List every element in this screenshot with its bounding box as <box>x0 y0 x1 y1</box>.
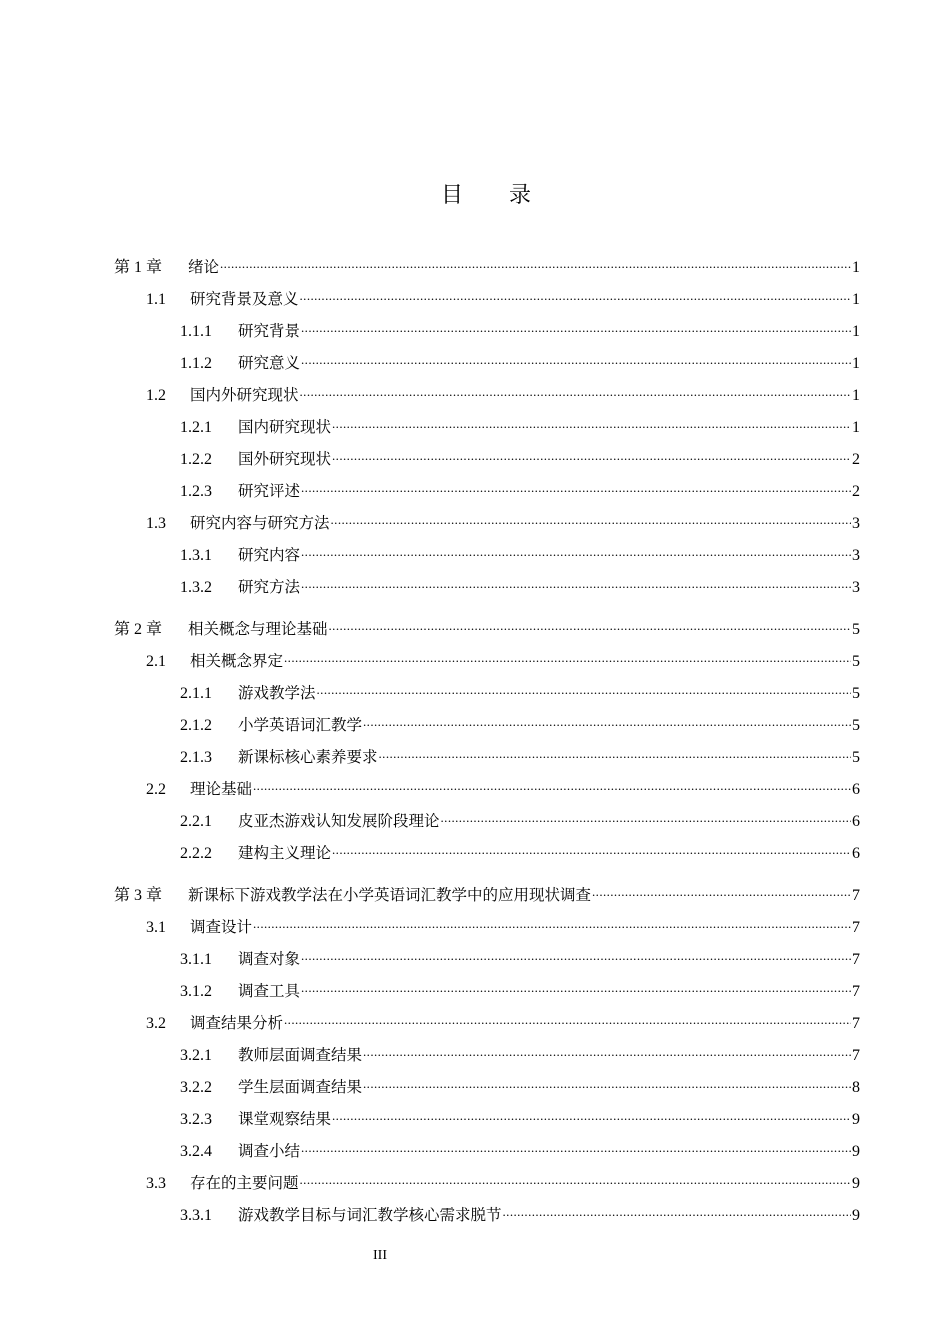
toc-entry-number: 1.1.2 <box>180 355 212 372</box>
toc-dot-leader <box>441 802 851 826</box>
toc-entry-number: 2.1.2 <box>180 717 212 734</box>
toc-title <box>0 178 950 209</box>
toc-entry[interactable] <box>146 376 860 404</box>
toc-entry-title: 建构主义理论 <box>238 844 332 862</box>
toc-entry-page: 8 <box>852 1079 860 1096</box>
toc-entry-number: 3.1 <box>146 919 166 936</box>
toc-entry-title: 课堂观察结果 <box>238 1110 332 1128</box>
toc-entry[interactable] <box>146 1004 860 1032</box>
toc-dot-leader <box>363 706 851 730</box>
toc-entry-title: 研究方法 <box>238 578 301 596</box>
toc-dot-leader <box>331 504 851 528</box>
toc-dot-leader <box>301 536 851 560</box>
toc-entry-page: 2 <box>852 483 860 500</box>
toc-entry-number: 2.2.1 <box>180 813 212 830</box>
toc-entry-title: 小学英语词汇教学 <box>238 716 363 734</box>
toc-title-right: 录 <box>509 183 534 208</box>
toc-entry[interactable] <box>146 504 860 532</box>
toc-entry-number: 3.2.4 <box>180 1143 212 1160</box>
toc-dot-leader <box>332 1100 851 1124</box>
toc-dot-leader <box>300 1164 851 1188</box>
toc-entry[interactable] <box>180 1196 860 1224</box>
toc-entry-title: 学生层面调查结果 <box>238 1078 363 1096</box>
toc-entry-title: 绪论 <box>188 258 220 276</box>
toc-entry-number: 2.1.3 <box>180 749 212 766</box>
toc-entry[interactable] <box>114 610 860 638</box>
toc-entry-page: 3 <box>852 515 860 532</box>
toc-entry[interactable] <box>180 802 860 830</box>
toc-entry[interactable] <box>146 770 860 798</box>
toc-entry-title: 国外研究现状 <box>238 450 332 468</box>
toc-dot-leader <box>329 610 851 634</box>
toc-entry-page: 7 <box>852 887 860 904</box>
toc-entry[interactable] <box>180 972 860 1000</box>
toc-entry[interactable] <box>114 876 860 904</box>
toc-entry[interactable] <box>180 312 860 340</box>
toc-entry-title: 游戏教学目标与词汇教学核心需求脱节 <box>238 1206 502 1224</box>
toc-dot-leader <box>332 408 851 432</box>
toc-dot-leader <box>300 376 851 400</box>
toc-entry[interactable] <box>180 440 860 468</box>
toc-entry-page: 9 <box>852 1143 860 1160</box>
toc-entry-title: 皮亚杰游戏认知发展阶段理论 <box>238 812 440 830</box>
toc-entry-page: 9 <box>852 1111 860 1128</box>
toc-entry-title: 教师层面调查结果 <box>238 1046 363 1064</box>
toc-dot-leader <box>253 908 851 932</box>
toc-entry-title: 新课标下游戏教学法在小学英语词汇教学中的应用现状调查 <box>188 886 592 904</box>
toc-title-left: 目 <box>440 183 465 208</box>
toc-entry[interactable] <box>114 248 860 276</box>
toc-entry-page: 1 <box>852 291 860 308</box>
toc-entry-page: 3 <box>852 547 860 564</box>
toc-entry-page: 5 <box>852 749 860 766</box>
toc-entry-number: 第 2 章 <box>114 621 163 638</box>
toc-dot-leader <box>363 1068 851 1092</box>
toc-entry-title: 国内外研究现状 <box>190 386 299 404</box>
toc-dot-leader <box>301 568 851 592</box>
toc-entry-number: 第 3 章 <box>114 887 163 904</box>
toc-entry-page: 5 <box>852 685 860 702</box>
toc-dot-leader <box>253 770 851 794</box>
toc-entry-page: 1 <box>852 259 860 276</box>
toc-entry-number: 1.2 <box>146 387 166 404</box>
toc-entry[interactable] <box>180 472 860 500</box>
toc-entry-number: 3.2 <box>146 1015 166 1032</box>
toc-entry-title: 理论基础 <box>190 780 253 798</box>
toc-entry[interactable] <box>180 1100 860 1128</box>
toc-entry-title: 研究背景 <box>238 322 301 340</box>
toc-entry[interactable] <box>180 1068 860 1096</box>
toc-entry[interactable] <box>180 536 860 564</box>
toc-entry-number: 1.2.1 <box>180 419 212 436</box>
toc-entry-number: 3.2.2 <box>180 1079 212 1096</box>
toc-entry-number: 1.1.1 <box>180 323 212 340</box>
toc-entry-title: 调查工具 <box>238 982 301 1000</box>
toc-entry-page: 9 <box>852 1175 860 1192</box>
toc-entry-number: 2.1.1 <box>180 685 212 702</box>
toc-entry[interactable] <box>180 706 860 734</box>
toc-entry-number: 1.2.3 <box>180 483 212 500</box>
toc-dot-leader <box>301 940 851 964</box>
toc-dot-leader <box>220 248 851 272</box>
toc-entry-number: 3.3.1 <box>180 1207 212 1224</box>
toc-entry-title: 研究评述 <box>238 482 301 500</box>
toc-entry-page: 6 <box>852 813 860 830</box>
toc-entry-page: 6 <box>852 781 860 798</box>
toc-dot-leader <box>284 642 851 666</box>
toc-entry-page: 1 <box>852 387 860 404</box>
toc-entry[interactable] <box>180 568 860 596</box>
toc-entry-page: 5 <box>852 717 860 734</box>
toc-entry-number: 第 1 章 <box>114 259 163 276</box>
toc-entry-page: 7 <box>852 1015 860 1032</box>
toc-entry[interactable] <box>180 1132 860 1160</box>
toc-entry-title: 相关概念界定 <box>190 652 284 670</box>
toc-dot-leader <box>317 674 851 698</box>
toc-entry-page: 7 <box>852 919 860 936</box>
page-number: III <box>373 1248 387 1263</box>
toc-entry-page: 7 <box>852 951 860 968</box>
toc-entry[interactable] <box>146 908 860 936</box>
toc-entry-number: 1.3.2 <box>180 579 212 596</box>
toc-entry-title: 研究意义 <box>238 354 301 372</box>
toc-dot-leader <box>503 1196 851 1220</box>
toc-entry-title: 调查对象 <box>238 950 301 968</box>
toc-entry[interactable] <box>180 940 860 968</box>
toc-entry-page: 5 <box>852 621 860 638</box>
toc-entry-title: 调查设计 <box>190 918 253 936</box>
toc-entry-number: 3.1.1 <box>180 951 212 968</box>
toc-entry-number: 1.1 <box>146 291 166 308</box>
toc-entry-page: 7 <box>852 1047 860 1064</box>
toc-entry[interactable] <box>146 1164 860 1192</box>
toc-entry-page: 6 <box>852 845 860 862</box>
toc-entry-number: 3.3 <box>146 1175 166 1192</box>
toc-entry-title: 相关概念与理论基础 <box>188 620 328 638</box>
toc-entry-title: 调查小结 <box>238 1142 301 1160</box>
toc-dot-leader <box>332 440 851 464</box>
toc-entry[interactable] <box>180 408 860 436</box>
toc-entry-page: 9 <box>852 1207 860 1224</box>
toc-entry-number: 3.2.1 <box>180 1047 212 1064</box>
toc-entry[interactable] <box>180 1036 860 1064</box>
toc-entry-page: 7 <box>852 983 860 1000</box>
toc-entry-title: 研究背景及意义 <box>190 290 299 308</box>
toc-entry-number: 3.1.2 <box>180 983 212 1000</box>
toc-entry-number: 1.2.2 <box>180 451 212 468</box>
toc-entry-title: 研究内容 <box>238 546 301 564</box>
toc-entry-number: 2.2.2 <box>180 845 212 862</box>
toc-entry-title: 调查结果分析 <box>190 1014 284 1032</box>
toc-entry-number: 3.2.3 <box>180 1111 212 1128</box>
toc-entry-number: 2.1 <box>146 653 166 670</box>
toc-entry-page: 5 <box>852 653 860 670</box>
toc-entry[interactable] <box>180 738 860 766</box>
toc-entry-title: 研究内容与研究方法 <box>190 514 330 532</box>
toc-entry-page: 1 <box>852 355 860 372</box>
toc-dot-leader <box>592 876 851 900</box>
toc-entry-title: 游戏教学法 <box>238 684 316 702</box>
toc-entry-page: 3 <box>852 579 860 596</box>
toc-entry[interactable] <box>180 834 860 862</box>
toc-dot-leader <box>301 312 851 336</box>
toc-dot-leader <box>301 972 851 996</box>
toc-dot-leader <box>363 1036 851 1060</box>
toc-entry-number: 1.3 <box>146 515 166 532</box>
toc-dot-leader <box>332 834 851 858</box>
toc-entry-page: 1 <box>852 419 860 436</box>
toc-dot-leader <box>301 472 851 496</box>
toc-entry-page: 2 <box>852 451 860 468</box>
toc-dot-leader <box>301 1132 851 1156</box>
toc-entry[interactable] <box>146 642 860 670</box>
toc-entry-page: 1 <box>852 323 860 340</box>
toc-entry-title: 存在的主要问题 <box>190 1174 299 1192</box>
toc-entry-title: 新课标核心素养要求 <box>238 748 378 766</box>
toc-entry-title: 国内研究现状 <box>238 418 332 436</box>
toc-entry[interactable] <box>146 280 860 308</box>
toc-dot-leader <box>284 1004 851 1028</box>
toc-entry[interactable] <box>180 674 860 702</box>
toc-entry-number: 2.2 <box>146 781 166 798</box>
toc-dot-leader <box>301 344 851 368</box>
toc-dot-leader <box>300 280 851 304</box>
toc-entry-number: 1.3.1 <box>180 547 212 564</box>
toc-entry[interactable] <box>180 344 860 372</box>
toc-dot-leader <box>379 738 851 762</box>
